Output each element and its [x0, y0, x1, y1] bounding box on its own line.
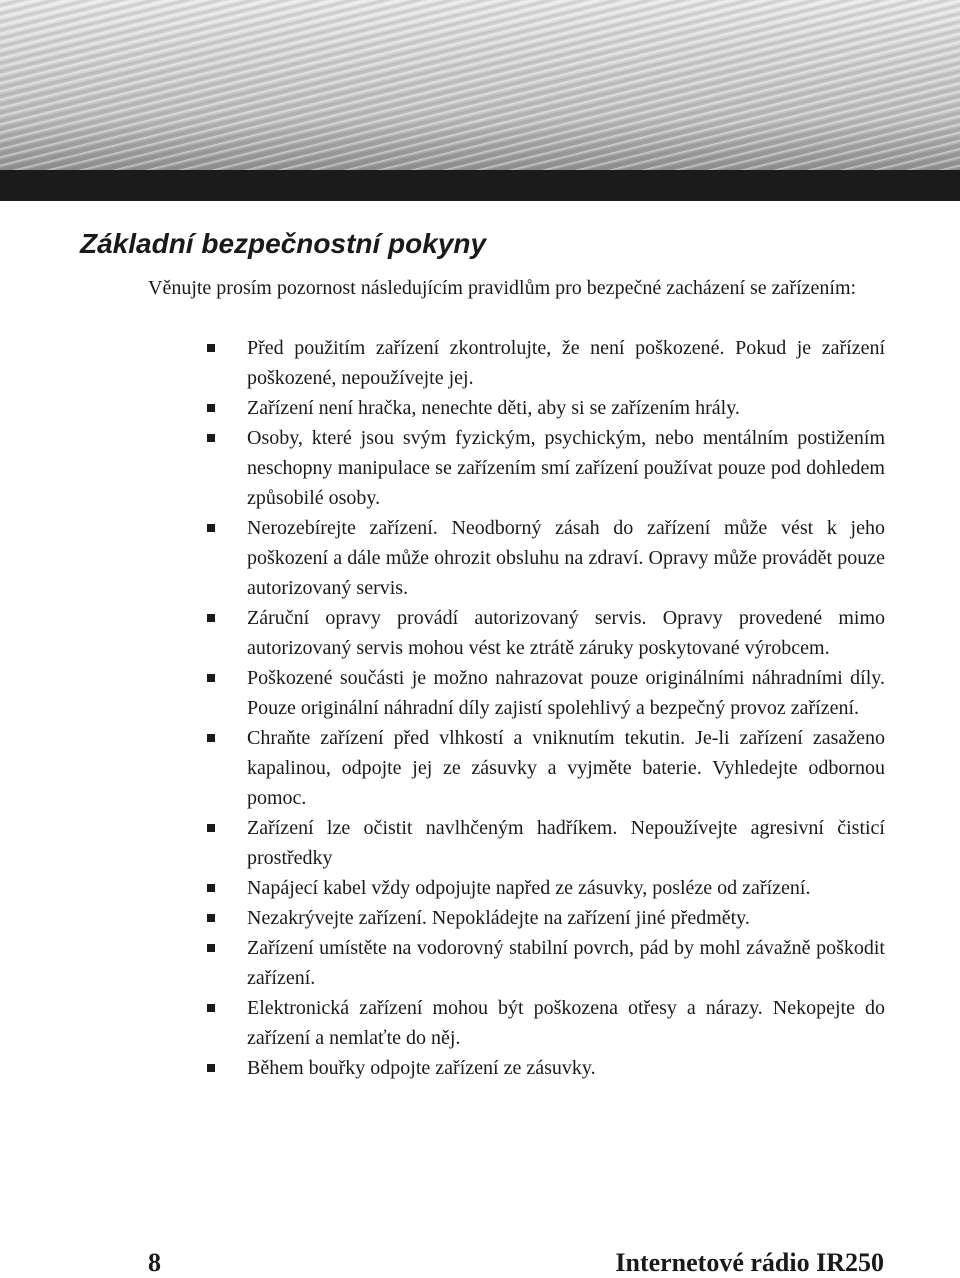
- list-item: [205, 903, 885, 933]
- bullet-square-icon: [207, 884, 215, 892]
- list-item: [205, 423, 885, 513]
- list-item-text: Nezakrývejte zařízení. Nepokládejte na zařízení jiné předměty.: [247, 907, 750, 929]
- list-item-text: Zařízení lze očistit navlhčeným hadříkem. Nepoužívejte agresivní čisticí prostředky: [247, 817, 885, 869]
- list-item: [205, 933, 885, 993]
- bullet-square-icon: [207, 614, 215, 622]
- list-item: [205, 603, 885, 663]
- bullet-square-icon: [207, 404, 215, 412]
- bullet-square-icon: [207, 524, 215, 532]
- list-item: [205, 333, 885, 393]
- list-item-text: Záruční opravy provádí autorizovaný servis. Opravy provedené mimo autorizovaný servis mohou vést ke ztrátě záruky poskytované výrobcem.: [247, 607, 885, 659]
- header-decoration: [0, 0, 960, 170]
- list-item: [205, 393, 885, 423]
- list-item: [205, 723, 885, 813]
- list-item-text: Zařízení umístěte na vodorovný stabilní povrch, pád by mohl závažně poškodit zařízení.: [247, 937, 885, 989]
- bullet-square-icon: [207, 914, 215, 922]
- list-item: [205, 1053, 885, 1083]
- list-item-text: Zařízení není hračka, nenechte děti, aby si se zařízením hrály.: [247, 397, 740, 419]
- bullet-square-icon: [207, 824, 215, 832]
- bullet-square-icon: [207, 734, 215, 742]
- bullet-square-icon: [207, 944, 215, 952]
- header-bar: [0, 170, 960, 201]
- bullet-square-icon: [207, 674, 215, 682]
- page-number: 8: [148, 1248, 161, 1277]
- list-item: [205, 993, 885, 1053]
- bullet-square-icon: [207, 1064, 215, 1072]
- list-item-text: Před použitím zařízení zkontrolujte, že není poškozené. Pokud je zařízení poškozené, nepoužívejte jej.: [247, 337, 885, 389]
- bullet-square-icon: [207, 344, 215, 352]
- list-item-text: Poškozené součásti je možno nahrazovat pouze originálními náhradními díly. Pouze originální náhradní díly zajistí spolehlivý a bezpečný provoz zařízení.: [247, 667, 885, 719]
- list-item-text: Napájecí kabel vždy odpojujte napřed ze zásuvky, posléze od zařízení.: [247, 877, 811, 899]
- list-item: [205, 663, 885, 723]
- safety-rules-list: [205, 333, 885, 1083]
- list-item-text: Chraňte zařízení před vlhkostí a vniknutím tekutin. Je-li zařízení zasaženo kapalinou, odpojte jej ze zásuvky a vyjměte baterie. Vyhledejte odbornou pomoc.: [247, 727, 885, 809]
- list-item: [205, 873, 885, 903]
- list-item-text: Osoby, které jsou svým fyzickým, psychickým, nebo mentálním postižením neschopny manipulace se zařízením smí zařízení používat pouze pod dohledem způsobilé osoby.: [247, 427, 885, 509]
- list-item-text: Elektronická zařízení mohou být poškozena otřesy a nárazy. Nekopejte do zařízení a nemlaťte do něj.: [247, 997, 885, 1049]
- list-item: [205, 813, 885, 873]
- list-item: [205, 513, 885, 603]
- product-name: Internetové rádio IR250: [615, 1248, 884, 1277]
- intro-paragraph: Věnujte prosím pozornost následujícím pravidlům pro bezpečné zacházení se zařízením:: [148, 277, 857, 299]
- page-title: Základní bezpečnostní pokyny: [80, 228, 487, 259]
- list-item-text: Nerozebírejte zařízení. Neodborný zásah do zařízení může vést k jeho poškození a dále může ohrozit obsluhu na zdraví. Opravy může provádět pouze autorizovaný servis.: [247, 517, 885, 599]
- bullet-square-icon: [207, 434, 215, 442]
- list-item-text: Během bouřky odpojte zařízení ze zásuvky.: [247, 1057, 596, 1079]
- bullet-square-icon: [207, 1004, 215, 1012]
